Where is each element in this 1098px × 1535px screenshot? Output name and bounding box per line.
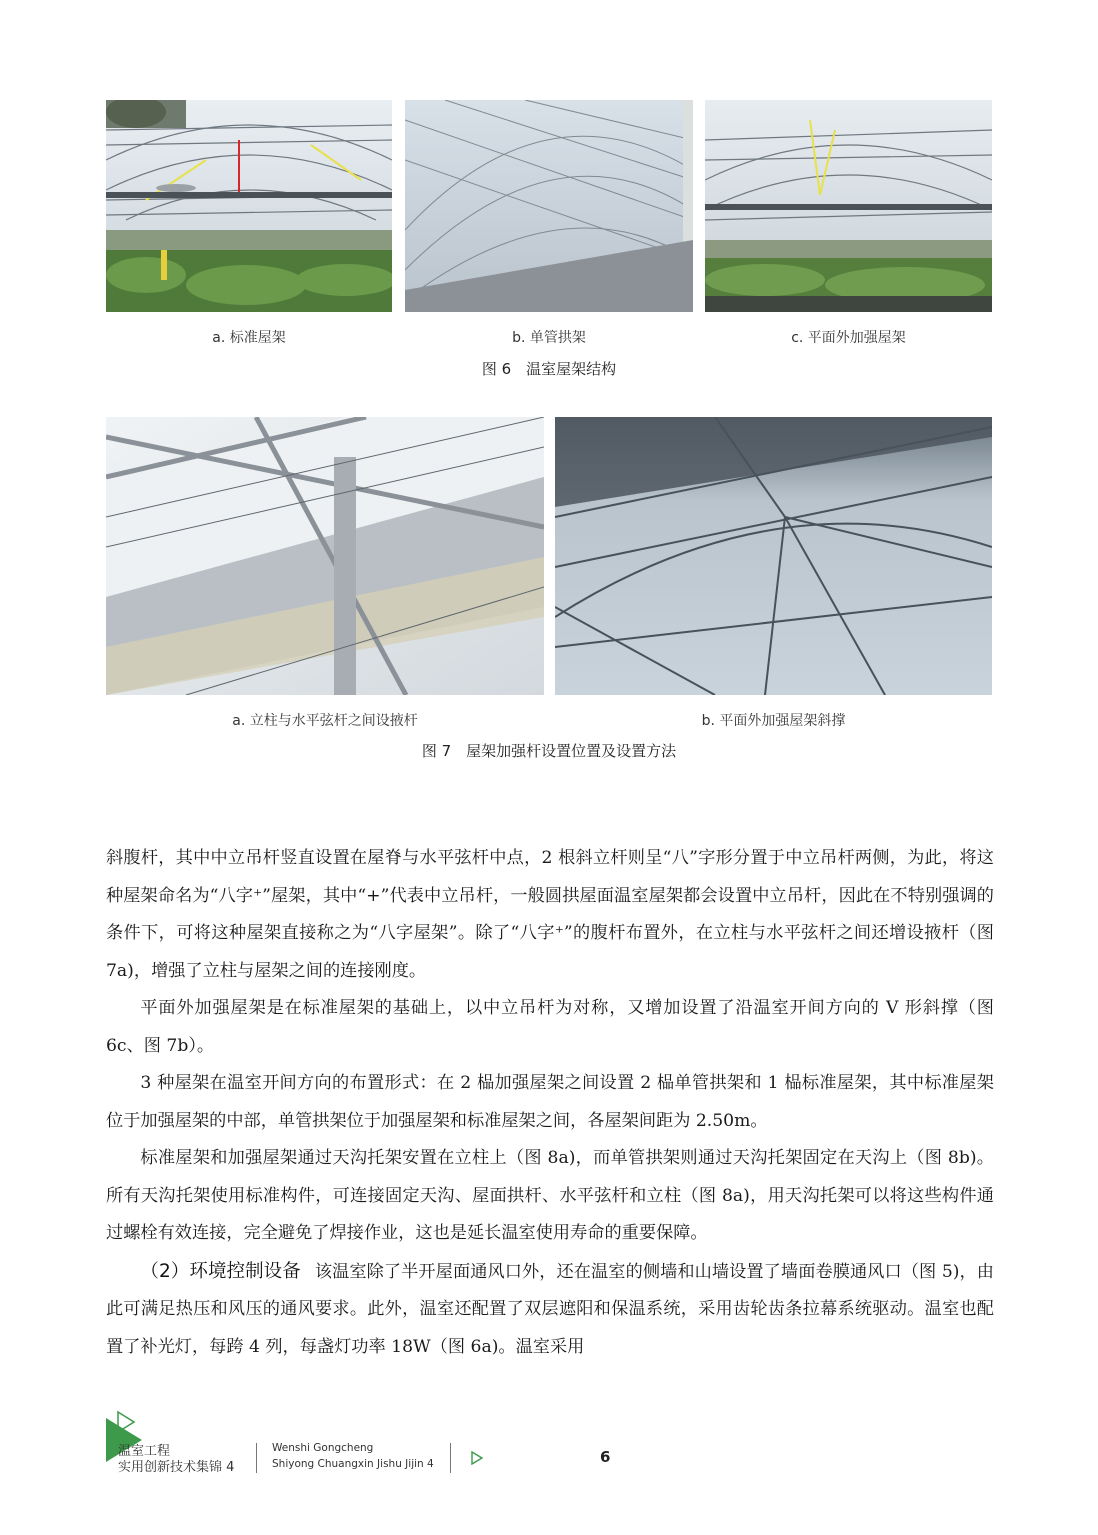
photo-column-chord-brace — [106, 417, 544, 695]
figure6-caption-b: b. 单管拱架 — [512, 330, 586, 346]
figure6-caption-a: a. 标准屋架 — [212, 330, 286, 346]
photo-out-of-plane-diagonal-brace — [555, 417, 992, 695]
footer-divider-1 — [256, 1443, 257, 1473]
paragraph-5 — [106, 1253, 994, 1367]
paragraph-5-text: 该温室除了半开屋面通风口外，还在温室的侧墙和山墙设置了墙面卷膜通风口（图 5)，由此可满足热压和风压的通风要求。此外，温室还配置了双层遮阳和保温系统，采用齿轮齿条拉幕系统驱动。温室也配置了补光灯，每跨 4 列，每盏灯功率 18W（图 6a)。温室采用 — [106, 1261, 994, 1357]
body-text — [106, 840, 994, 1366]
footer-title-en-2: Shiyong Chuangxin Jishu Jijin 4 — [272, 1458, 434, 1470]
footer-divider-2 — [450, 1443, 451, 1473]
photo-out-of-plane-reinforced-truss — [705, 100, 992, 312]
figure7-caption-a: a. 立柱与水平弦杆之间设掖杆 — [232, 713, 418, 729]
photo-standard-roof-truss — [106, 100, 392, 312]
paragraph-4: 标准屋架和加强屋架通过天沟托架安置在立柱上（图 8a)，而单管拱架则通过天沟托架固定在天沟上（图 8b)。所有天沟托架使用标准构件，可连接固定天沟、屋面拱杆、水平弦杆和立柱（图 8a)，用天沟托架可以将这些构件通过螺栓有效连接，完全避免了焊接作业，这也是延长温室使用寿命的重要保障。 — [106, 1148, 994, 1243]
footer-title-cn-1: 温室工程 — [118, 1444, 171, 1459]
page-number: 6 — [600, 1448, 611, 1466]
photo-single-tube-arch — [405, 100, 693, 312]
paragraph-2: 平面外加强屋架是在标准屋架的基础上，以中立吊杆为对称，又增加设置了沿温室开间方向的 V 形斜撑（图 6c、图 7b）。 — [106, 998, 994, 1056]
figure6-title: 图 6 温室屋架结构 — [481, 360, 617, 378]
paragraph-1: 斜腹杆，其中中立吊杆竖直设置在屋脊与水平弦杆中点，2 根斜立杆则呈“八”字形分置于中立吊杆两侧，为此，将这种屋架命名为“八字⁺”屋架，其中“+”代表中立吊杆，一般圆拱屋面温室屋架都会设置中立吊杆，因此在不特别强调的条件下，可将这种屋架直接称之为“八字屋架”。除了“八字⁺”的腹杆布置外，在立柱与水平弦杆之间还增设掖杆（图 7a)，增强了立柱与屋架之间的连接刚度。 — [106, 848, 994, 981]
play-outline-icon — [470, 1451, 484, 1465]
figure6-caption-c: c. 平面外加强屋架 — [791, 330, 906, 346]
figure7-title: 图 7 屋架加强杆设置位置及设置方法 — [421, 742, 677, 760]
section-heading: （2）环境控制设备 — [140, 1260, 301, 1282]
footer-title-en-1: Wenshi Gongcheng — [272, 1442, 374, 1454]
figure7-caption-b: b. 平面外加强屋架斜撑 — [701, 713, 846, 729]
paragraph-3: 3 种屋架在温室开间方向的布置形式：在 2 榀加强屋架之间设置 2 榀单管拱架和 1 榀标准屋架，其中标准屋架位于加强屋架的中部，单管拱架位于加强屋架和标准屋架之间，各屋架间距为 2.50m。 — [106, 1073, 994, 1131]
footer-title-cn-2: 实用创新技术集锦 4 — [118, 1460, 235, 1475]
